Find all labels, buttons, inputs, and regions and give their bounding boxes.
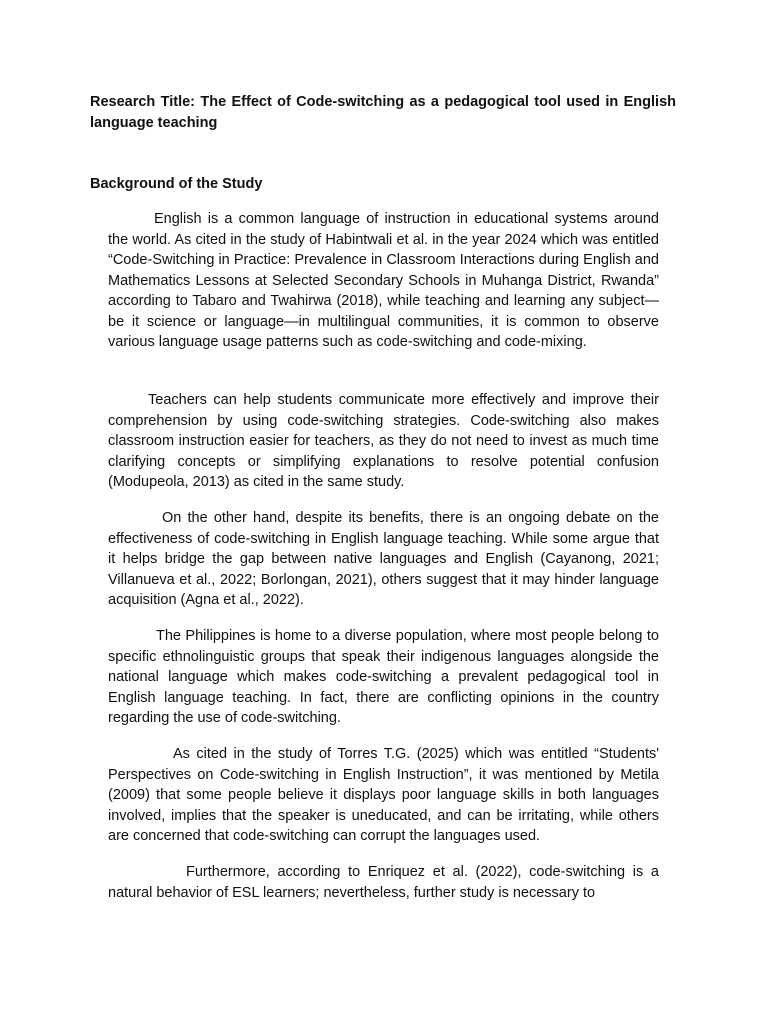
paragraph-2: Teachers can help students communicate more effectively and improve their comprehension by using code-switching strategies. Code-switching also makes classroom instruction easier for teachers, as they do not need to invest as much time clarifying concepts or simplifying explanations to resolve potential confusion (Modupeola, 2013) as cited in the same study.	[108, 392, 659, 490]
paragraph-6: Furthermore, according to Enriquez et al. (2022), code-switching is a natural behavior of ESL learners; nevertheless, further study is necessary to	[108, 864, 659, 901]
paragraph-4: The Philippines is home to a diverse population, where most people belong to specific ethnolinguistic groups that speak their indigenous languages alongside the national language which makes code-switching a prevalent pedagogical tool in English language teaching. In fact, there are conflicting opinions in the country regarding the use of code-switching.	[108, 628, 659, 726]
research-title: Research Title: The Effect of Code-switching as a pedagogical tool used in English language teaching	[90, 94, 676, 131]
paragraph-5: As cited in the study of Torres T.G. (2025) which was entitled “Students' Perspectives on Code-switching in English Instruction”, it was mentioned by Metila (2009) that some people believe it displays poor language skills in both languages involved, implies that the speaker is uneducated, and can be irritating, while others are concerned that code-switching can corrupt the languages used.	[108, 746, 659, 844]
paragraph-3: On the other hand, despite its benefits, there is an ongoing debate on the effectiveness of code-switching in English language teaching. While some argue that it helps bridge the gap between native languages and English (Cayanong, 2021; Villanueva et al., 2022; Borlongan, 2021), others suggest that it may hinder language acquisition (Agna et al., 2022).	[108, 510, 659, 608]
paragraph-1: English is a common language of instruction in educational systems around the world. As cited in the study of Habintwali et al. in the year 2024 which was entitled “Code-Switching in Practice: Prevalence in Classroom Interactions during English and Mathematics Lessons at Selected Secondary Schools in Muhanga District, Rwanda” according to Tabaro and Twahirwa (2018), while teaching and learning any subject—be it science or language—in multilingual communities, it is common to observe various language usage patterns such as code-switching and code-mixing.	[108, 211, 659, 350]
section-heading: Background of the Study	[90, 176, 263, 192]
